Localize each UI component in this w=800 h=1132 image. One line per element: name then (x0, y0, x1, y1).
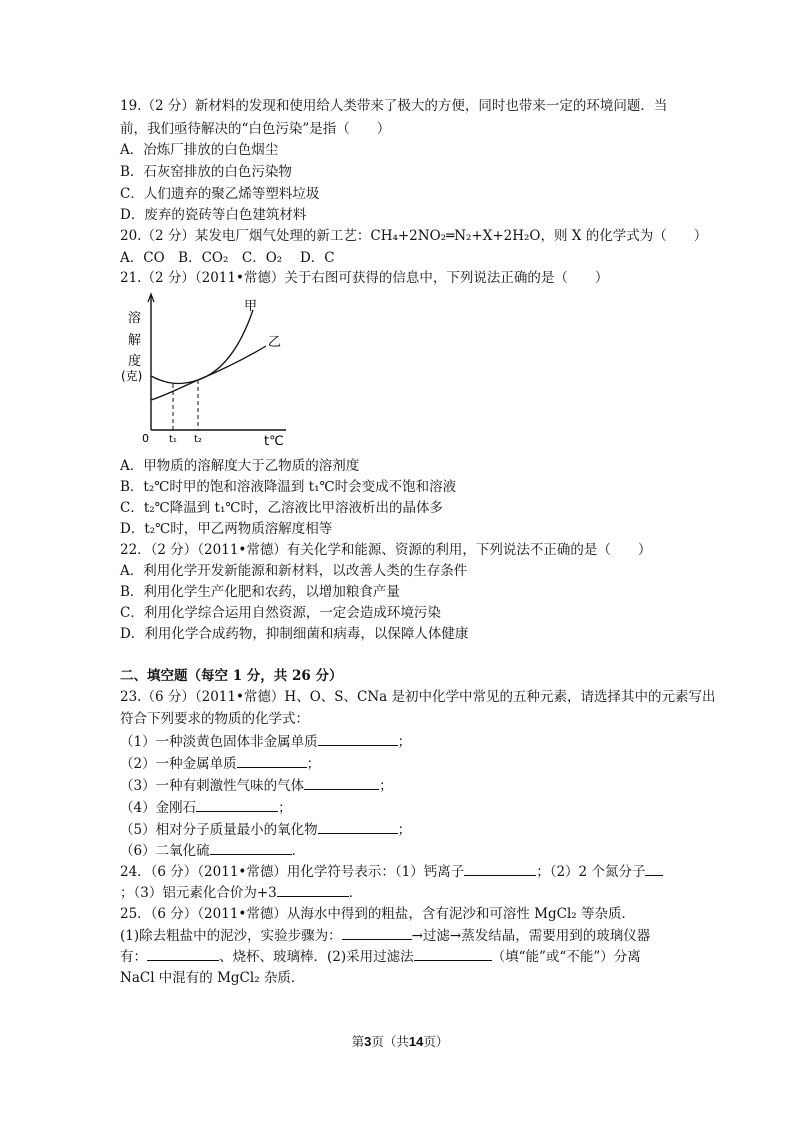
q23-item-5 (120, 819, 411, 840)
q23-item-1-punct: ； (397, 734, 412, 750)
q23-stem-line2: 符合下列要求的物质的化学式： (120, 711, 309, 727)
q20-options: A．CO B．CO₂ C．O₂ D．C (120, 250, 335, 266)
q19-option-b: B．石灰窑排放的白色污染物 (120, 164, 292, 180)
q25-line3-c: （填“能”或“不能”）分离 (491, 949, 641, 965)
chart-curve-label-jia: 甲 (244, 299, 258, 314)
q23-item-6-blank[interactable] (210, 840, 292, 855)
q25-line3 (120, 946, 641, 967)
q24-line2-b: ． (348, 885, 363, 901)
q23-item-3-punct: ； (379, 778, 393, 794)
chart-curve-yi (151, 346, 266, 400)
q24-blank-calcium-ion[interactable] (464, 861, 536, 876)
q25-line3-a: 有： (120, 949, 147, 965)
q25-blank-instrument[interactable] (147, 946, 219, 961)
q23-item-3-text: （3）一种有刺激性气味的气体 (120, 778, 305, 794)
q23-item-4-punct: ； (278, 800, 292, 816)
q22-option-b: B．利用化学生产化肥和农药，以增加粮食产量 (120, 584, 400, 600)
q19-option-d: D．废弃的瓷砖等白色建筑材料 (120, 207, 307, 223)
q22-option-a: A．利用化学开发新能源和新材料，以改善人类的生存条件 (120, 563, 468, 579)
q24-line2-a: ；（3）铝元素化合价为+3 (120, 885, 277, 901)
q23-item-2-text: （2）一种金属单质 (120, 756, 237, 772)
chart-curve-jia (151, 310, 253, 383)
chart-tick-t2: t₂ (194, 434, 202, 445)
page-footer (0, 1032, 800, 1050)
q24-line1-a: 24．（6 分）（2011•常德）用化学符号表示：（1）钙离子 (120, 864, 465, 880)
chart-ylabel-char-1: 溶 (128, 311, 142, 326)
q23-item-3 (120, 775, 393, 796)
q23-item-1 (120, 731, 411, 752)
q23-item-6-punct: ． (291, 843, 306, 859)
q25-blank-filter[interactable] (414, 946, 492, 961)
footer-page-number: 3 (364, 1034, 372, 1049)
chart-ylabel-char-4: (克) (121, 369, 143, 383)
q25-line1: 25．（6 分）（2011•常德）从海水中得到的粗盐，含有泥沙和可溶性 MgCl₂ 等杂质． (120, 906, 635, 922)
q19-option-c: C．人们遗弃的聚乙烯等塑料垃圾 (120, 186, 320, 202)
q19-stem-line1: 19.（2 分）新材料的发现和使用给人类带来了极大的方便，同时也带来一定的环境问题．当 (120, 98, 668, 114)
q20-stem (120, 226, 707, 246)
chart-curve-label-yi: 乙 (268, 335, 282, 350)
q22-option-c: C．利用化学综合运用自然资源，一定会造成环境污染 (120, 605, 441, 621)
chart-ylabel-char-3: 度 (128, 354, 142, 369)
q23-item-2-blank[interactable] (237, 753, 307, 768)
chart-xlabel: t℃ (264, 434, 284, 449)
q22-stem: 22．（2 分）（2011•常德）有关化学和能源、资源的利用，下列说法不正确的是（ ） (120, 542, 652, 558)
q20-equation: CH₄+2NO₂═N₂+X+2H₂O (370, 228, 541, 244)
q19-option-a: A．冶炼厂排放的白色烟尘 (120, 142, 279, 158)
chart-tick-t1: t₁ (169, 434, 177, 445)
q23-item-6 (120, 840, 305, 861)
q23-item-4-text: （4）金刚石 (120, 800, 197, 816)
q23-item-4-blank[interactable] (196, 797, 278, 812)
q24-line1-b: ；（2）2 个氮分子 (536, 864, 646, 880)
footer-suffix: 页） (423, 1034, 449, 1049)
q25-blank-step[interactable] (342, 925, 412, 940)
q21-option-c: C．t₂℃降温到 t₁℃时，乙溶液比甲溶液析出的晶体多 (120, 500, 443, 516)
solubility-chart (118, 288, 298, 450)
footer-middle: 页（共 (371, 1034, 409, 1049)
q23-item-5-text: （5）相对分子质量最小的氧化物 (120, 822, 318, 838)
footer-total-pages: 14 (408, 1034, 424, 1049)
footer-prefix: 第 (351, 1034, 365, 1049)
chart-origin-label: 0 (142, 432, 149, 445)
q21-option-a: A．甲物质的溶解度大于乙物质的溶剂度 (120, 458, 360, 474)
q20-prefix: 20.（2 分）某发电厂烟气处理的新工艺： (120, 228, 371, 244)
q23-item-1-text: （1）一种淡黄色固体非金属单质 (120, 734, 318, 750)
q21-option-b: B．t₂℃时甲的饱和溶液降温到 t₁℃时会变成不饱和溶液 (120, 479, 457, 495)
q20-suffix: ，则 X 的化学式为（ ） (540, 228, 708, 244)
q21-option-d: D．t₂℃时，甲乙两物质溶解度相等 (120, 521, 333, 537)
q25-line4: NaCl 中混有的 MgCl₂ 杂质． (120, 970, 305, 986)
q23-stem-line1: 23.（6 分）（2011•常德）H、O、S、CNa 是初中化学中常见的五种元素，请选择其中的元素写出 (120, 689, 716, 705)
q23-item-3-blank[interactable] (304, 775, 379, 790)
q24-line1 (120, 861, 663, 882)
q22-option-d: D．利用化学合成药物，抑制细菌和病毒，以保障人体健康 (120, 626, 469, 642)
q24-blank-aluminum-valence[interactable] (277, 882, 349, 897)
q23-item-4 (120, 797, 292, 818)
q19-stem-line2: 前，我们亟待解决的“白色污染”是指（ ） (120, 121, 391, 137)
q23-item-6-text: （6）二氧化硫 (120, 843, 210, 859)
section-title-fill-in: 二、填空题（每空 1 分，共 26 分） (120, 668, 343, 684)
q23-item-1-blank[interactable] (318, 731, 398, 746)
q23-item-5-punct: ； (397, 822, 412, 838)
chart-ylabel-char-2: 解 (128, 333, 142, 348)
q21-stem: 21.（2 分）（2011•常德）关于右图可获得的信息中，下列说法正确的是（ ） (120, 270, 609, 286)
q23-item-5-blank[interactable] (318, 819, 398, 834)
q25-line2-a: (1)除去粗盐中的泥沙，实验步骤为： (120, 928, 342, 944)
q25-line3-b: 、烧杯、玻璃棒．(2)采用过滤法 (219, 949, 414, 965)
q23-item-2-punct: ； (306, 756, 321, 772)
q24-line2 (120, 882, 362, 903)
q25-line2-b: →过滤→蒸发结晶，需要用到的玻璃仪器 (411, 928, 651, 944)
q24-blank-nitrogen[interactable] (645, 861, 663, 876)
q23-item-2 (120, 753, 320, 774)
q25-line2 (120, 925, 650, 946)
